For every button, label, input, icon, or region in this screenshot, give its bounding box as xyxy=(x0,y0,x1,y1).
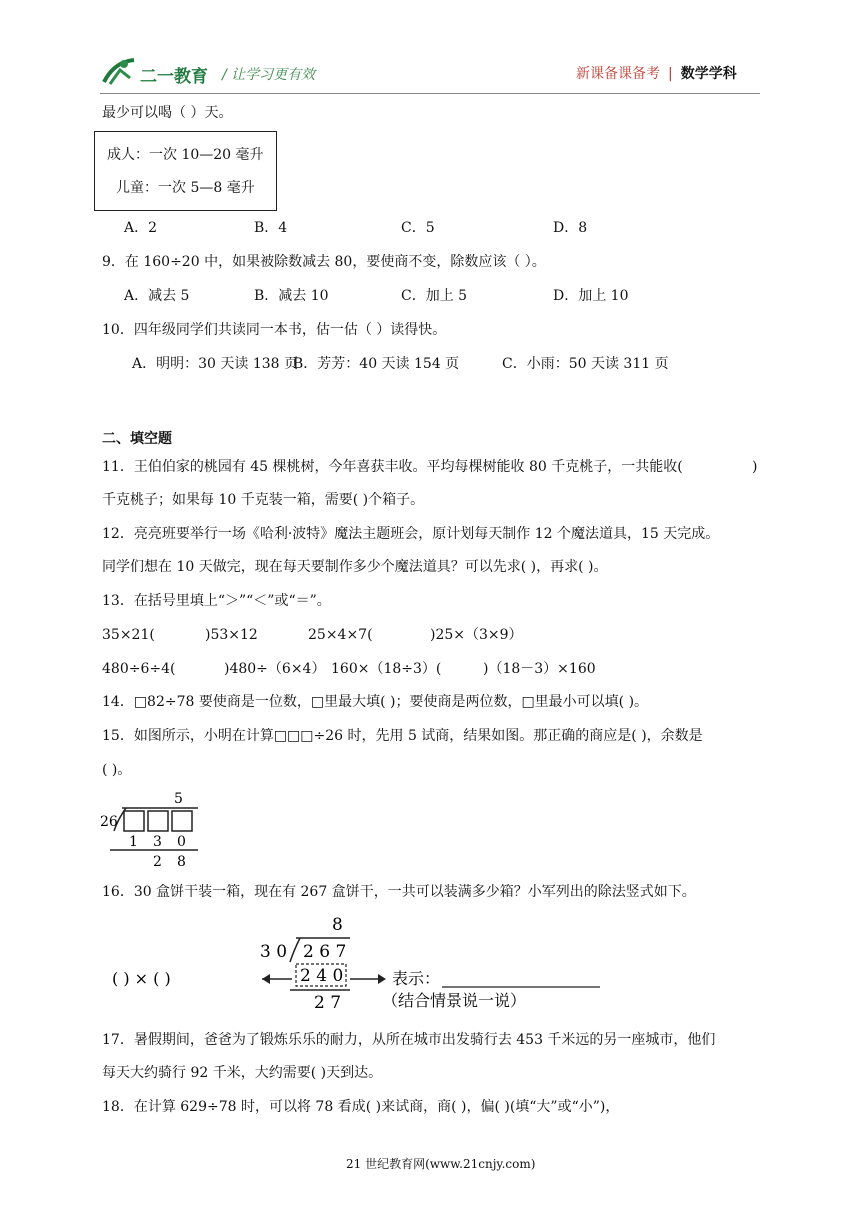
section-title-fill-blank: 二、填空题 xyxy=(102,431,172,447)
q13-r2-left-b: )480÷（6×4） xyxy=(224,661,326,677)
brand-name: 二一教育 xyxy=(140,67,208,87)
q17-line1: 17．暑假期间，爸爸为了锻炼乐乐的耐力，从所在城市出发骑行去 453 千米远的另一座城市，他们 xyxy=(102,1032,716,1048)
q11-line1: 11．王伯伯家的桃园有 45 棵桃树，今年喜获丰收。平均每棵树能收 80 千克桃子，一共能收( xyxy=(102,459,683,475)
q8-option-d: D．8 xyxy=(553,220,588,236)
q15-remainder-digit: 8 xyxy=(177,854,186,869)
q16-blank-factors: ( ) × ( ) xyxy=(112,969,171,988)
q15-quotient: 5 xyxy=(174,791,183,807)
q13-r2-right-a: 160×（18÷3）( xyxy=(331,661,442,677)
q13-r1-right-b: )25×（3×9） xyxy=(430,627,523,643)
footer: 21 世纪教育网(www.21cnjy.com) xyxy=(346,1157,536,1171)
dosage-child: 儿童：一次 5—8 毫升 xyxy=(116,180,255,196)
q16-dividend: 2 6 7 xyxy=(303,942,347,962)
q11-line2: 千克桃子；如果每 10 千克装一箱，需要( )个箱子。 xyxy=(102,492,425,508)
q15-product-digit: 3 xyxy=(153,834,162,850)
q13-r1-left-a: 35×21( xyxy=(102,627,155,643)
q8-option-c: C．5 xyxy=(401,220,435,236)
q9-option-d: D．加上 10 xyxy=(553,288,629,304)
dosage-adult: 成人：一次 10—20 毫升 xyxy=(107,147,264,163)
q14-text: 14．□82÷78 要使商是一位数，□里最大填( )；要使商是两位数，□里最小可以填( )。 xyxy=(102,694,649,710)
q11-line1-close: ) xyxy=(752,459,758,475)
q17-line2: 每天大约骑行 92 千米，大约需要( )天到达。 xyxy=(102,1065,383,1081)
q16-stem: 16．30 盒饼干装一箱，现在有 267 盒饼干，一共可以装满多少箱？小军列出的除法竖式如下。 xyxy=(102,884,696,900)
header-separator: | xyxy=(668,66,673,82)
q10-option-b: B．芳芳：40 天读 154 页 xyxy=(293,356,460,372)
q15-product-digit: 0 xyxy=(177,834,186,850)
q16-hint: （结合情景说一说） xyxy=(382,991,527,1010)
q10-option-c: C．小雨：50 天读 311 页 xyxy=(502,356,669,372)
q16-left-arrowhead xyxy=(262,974,270,984)
q16-divisor: 3 0 xyxy=(260,942,288,962)
header-subject-tag: 新课备课备考 xyxy=(576,66,660,82)
header-right xyxy=(576,63,737,83)
q15-product-digit: 1 xyxy=(129,834,138,850)
q9-option-a: A．减去 5 xyxy=(124,288,190,304)
q16-division-bracket xyxy=(290,938,300,962)
q13-r1-left-b: )53×12 xyxy=(205,627,258,643)
q15-division-figure xyxy=(100,789,210,869)
q9-option-b: B．减去 10 xyxy=(254,288,329,304)
q16-product: 2 4 0 xyxy=(300,966,344,986)
q15-digit-box xyxy=(124,811,144,831)
q9-option-c: C．加上 5 xyxy=(401,288,468,304)
q16-means-label: 表示： xyxy=(392,969,441,988)
q16-division-figure xyxy=(100,908,620,1012)
q16-right-arrowhead xyxy=(378,974,386,984)
logo-icon xyxy=(100,56,140,88)
q13-r1-right-a: 25×4×7( xyxy=(308,627,373,643)
q10-option-a: A．明明：30 天读 138 页 xyxy=(132,356,298,372)
q16-quotient: 8 xyxy=(332,915,343,935)
q15-remainder-digit: 2 xyxy=(153,854,162,869)
q15-line2: ( )。 xyxy=(102,762,132,778)
q9-stem: 9．在 160÷20 中，如果被除数减去 80，要使商不变，除数应该（ ）。 xyxy=(102,254,546,270)
q8-tail: 最少可以喝（ ）天。 xyxy=(102,105,233,121)
q8-option-a: A．2 xyxy=(124,220,158,236)
q15-divisor: 26 xyxy=(100,814,118,830)
slogan: / 让学习更有效 xyxy=(222,67,316,83)
q13-stem: 13．在括号里填上“＞”“＜”或“＝”。 xyxy=(102,593,331,609)
q12-line2: 同学们想在 10 天做完，现在每天要制作多少个魔法道具？可以先求( )，再求( )。 xyxy=(102,559,608,575)
q18-text: 18．在计算 629÷78 时，可以将 78 看成( )来试商，商( )，偏( )(填“大”或“小”)， xyxy=(102,1099,620,1115)
header-rule xyxy=(100,93,760,94)
q15-line1: 15．如图所示，小明在计算□□□÷26 时，先用 5 试商，结果如图。那正确的商应是( )，余数是 xyxy=(102,728,703,744)
q15-digit-box xyxy=(172,811,192,831)
q12-line1: 12．亮亮班要举行一场《哈利·波特》魔法主题班会，原计划每天制作 12 个魔法道具，15 天完成。 xyxy=(102,526,720,542)
q10-stem: 10．四年级同学们共读同一本书，估一估（ ）读得快。 xyxy=(102,322,447,338)
q15-digit-box xyxy=(148,811,168,831)
q13-r2-right-b: )（18－3）×160 xyxy=(483,661,596,677)
q16-remainder: 2 7 xyxy=(314,993,342,1012)
header-subject: 数学学科 xyxy=(680,66,737,82)
q8-option-b: B．4 xyxy=(254,220,288,236)
dosage-box xyxy=(94,131,277,211)
q13-r2-left-a: 480÷6÷4( xyxy=(102,661,176,677)
